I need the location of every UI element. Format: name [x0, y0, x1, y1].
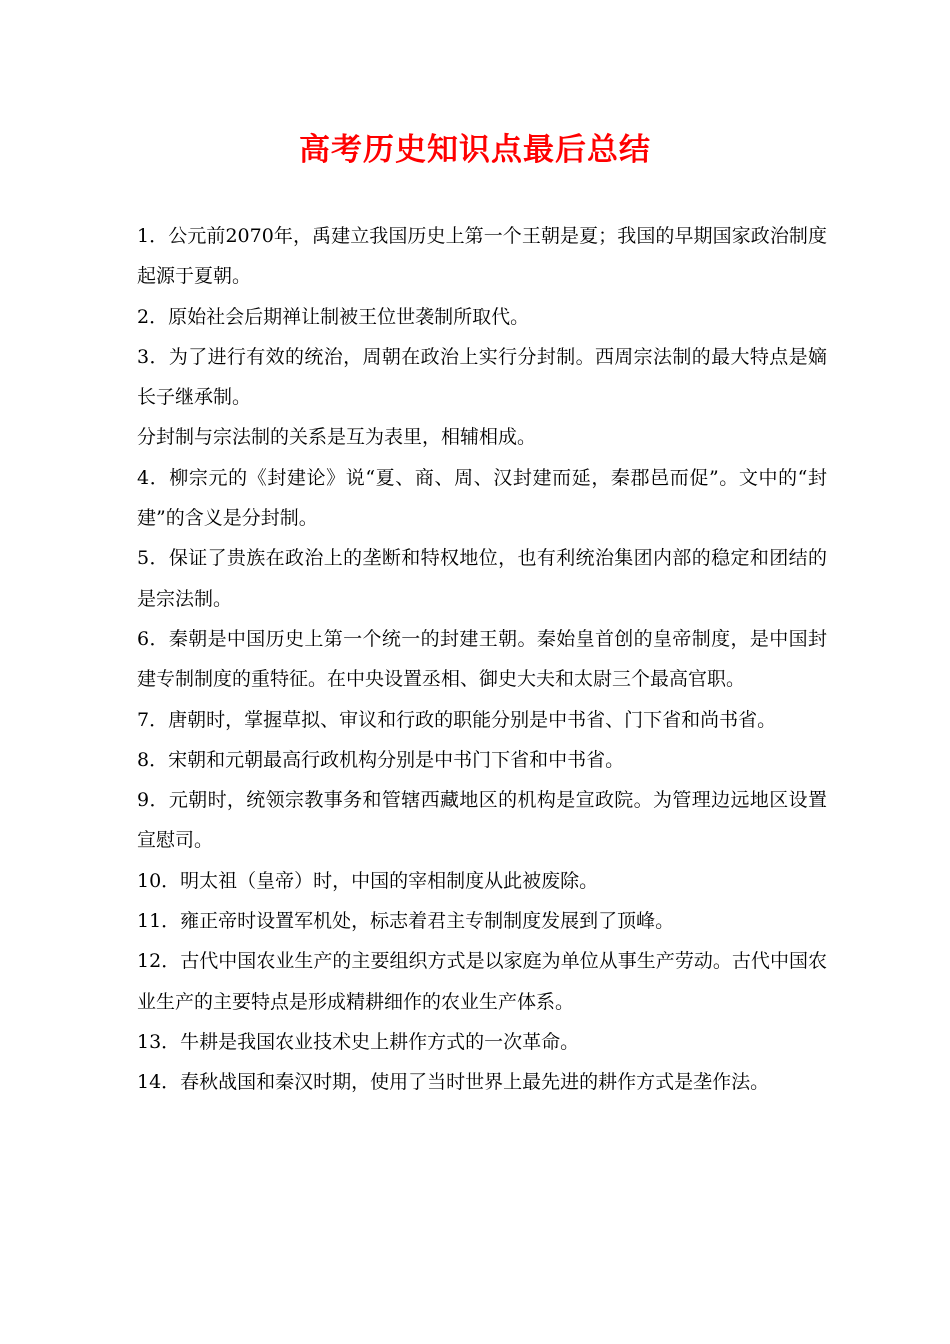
paragraph-11: 11．雍正帝时设置军机处，标志着君主专制制度发展到了顶峰。 [137, 910, 675, 933]
paragraph-3-continued: 分封制与宗法制的关系是互为表里，相辅相成。 [137, 426, 537, 449]
paragraph-9: 9．元朝时，统领宗教事务和管辖西藏地区的机构是宣政院。为管理边远地区设置宣慰司。 [137, 789, 827, 852]
paragraph-7: 7．唐朝时，掌握草拟、审议和行政的职能分别是中书省、门下省和尚书省。 [137, 708, 777, 731]
paragraph-5: 5．保证了贵族在政治上的垄断和特权地位，也有利统治集团内部的稳定和团结的是宗法制。 [137, 547, 827, 610]
paragraph-6: 6．秦朝是中国历史上第一个统一的封建王朝。秦始皇首创的皇帝制度，是中国封建专制制度的重特征。在中央设置丞相、御史大夫和太尉三个最高官职。 [137, 627, 827, 691]
paragraph-2: 2．原始社会后期禅让制被王位世袭制所取代。 [137, 305, 530, 328]
paragraph-12: 12．古代中国农业生产的主要组织方式是以家庭为单位从事生产劳动。古代中国农业生产的主要特点是形成精耕细作的农业生产体系。 [137, 950, 827, 1013]
paragraph-4: 4．柳宗元的《封建论》说“夏、商、周、汉封建而延，秦郡邑而促”。文中的“封建”的含义是分封制。 [137, 466, 827, 530]
paragraph-10: 10．明太祖（皇帝）时，中国的宰相制度从此被废除。 [137, 869, 599, 892]
document-body [137, 216, 827, 1103]
paragraph-14: 14．春秋战国和秦汉时期，使用了当时世界上最先进的耕作方式是垄作法。 [137, 1071, 770, 1094]
paragraph-3: 3．为了进行有效的统治，周朝在政治上实行分封制。西周宗法制的最大特点是嫡长子继承制。 [137, 345, 827, 409]
paragraph-1: 1．公元前2070年，禹建立我国历史上第一个王朝是夏；我国的早期国家政治制度起源于夏朝。 [137, 225, 827, 288]
page-title: 高考历史知识点最后总结 [299, 132, 651, 168]
paragraph-13: 13．牛耕是我国农业技术史上耕作方式的一次革命。 [137, 1030, 580, 1053]
paragraph-8: 8．宋朝和元朝最高行政机构分别是中书门下省和中书省。 [137, 748, 625, 771]
